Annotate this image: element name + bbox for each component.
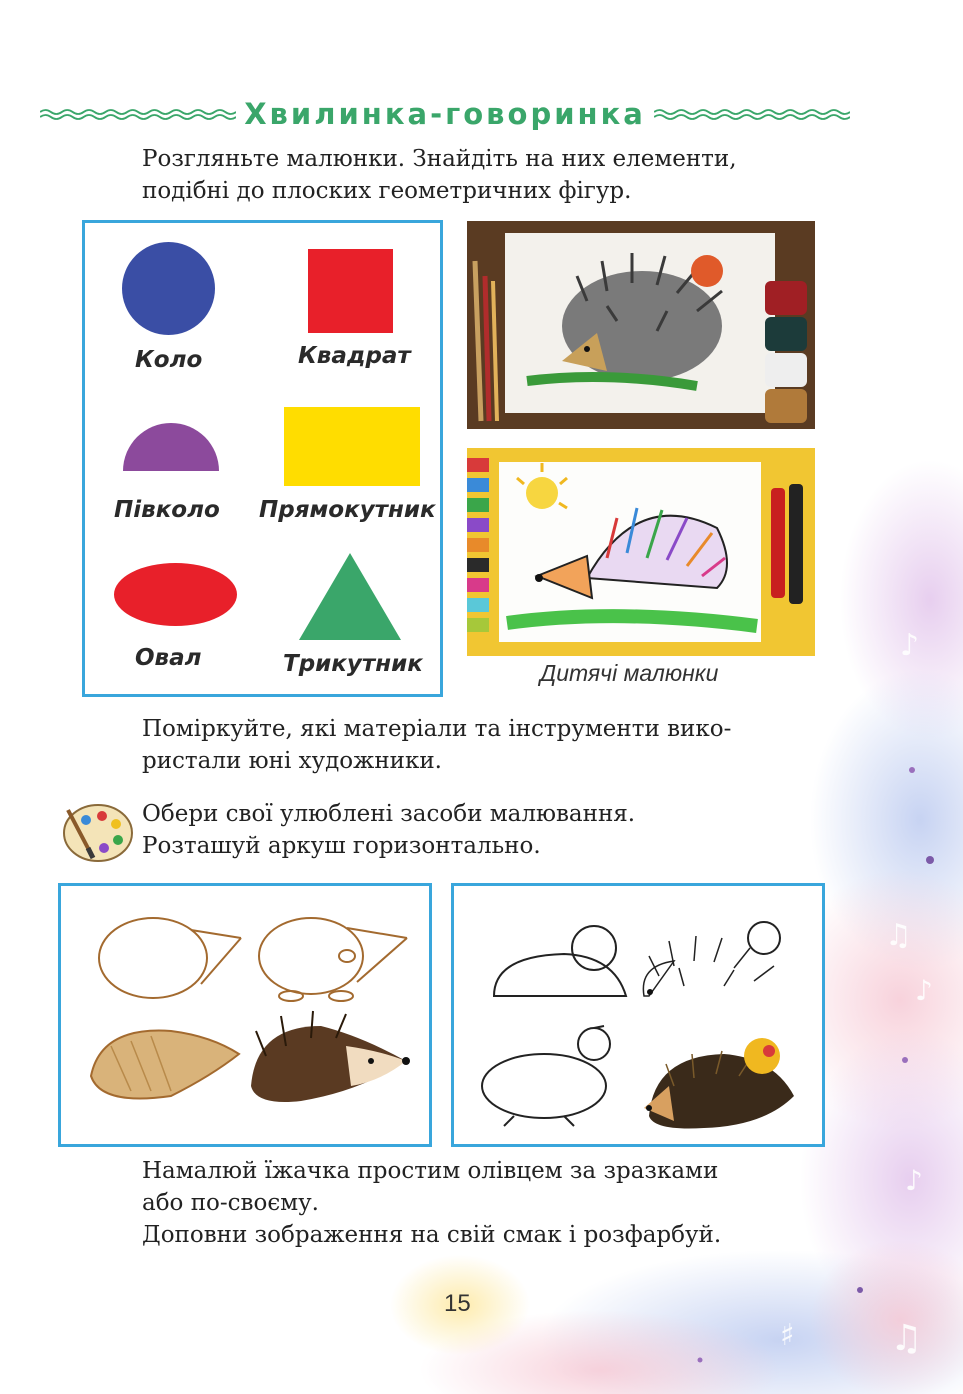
wave-divider-left <box>40 107 236 121</box>
triangle-label: Трикутник <box>283 651 423 677</box>
instructions-line-1: Намалюй їжачка простим олівцем за зразками <box>142 1158 719 1184</box>
rectangle-label: Прямокутник <box>259 497 436 523</box>
circle-shape <box>122 242 215 335</box>
instructions-line-3: Доповни зображення на свій смак і розфарбуй. <box>142 1222 722 1248</box>
square-shape <box>308 249 393 333</box>
svg-text:♪: ♪ <box>900 628 920 663</box>
semicircle-shape <box>123 423 219 471</box>
circle-label: Коло <box>135 347 203 373</box>
triangle-shape <box>299 553 401 643</box>
wave-divider-right <box>654 107 850 121</box>
hedgehog-drawing-photo <box>467 448 815 656</box>
photos-caption: Дитячі малюнки <box>540 660 719 686</box>
task-line-2: Розташуй аркуш горизонтально. <box>142 833 541 859</box>
section-title: Хвилинка-говоринка <box>244 97 646 131</box>
oval-label: Овал <box>135 645 202 671</box>
semicircle-label: Півколо <box>114 497 220 523</box>
palette-icon <box>60 802 134 864</box>
question-paragraph <box>142 713 822 777</box>
instructions-line-2: або по-своєму. <box>142 1190 319 1216</box>
oval-shape <box>114 563 237 626</box>
intro-paragraph <box>142 143 822 207</box>
intro-line-2: подібні до плоских геометричних фігур. <box>142 178 632 204</box>
section-header <box>40 94 850 134</box>
page-number: 15 <box>444 1290 471 1317</box>
rectangle-shape <box>284 407 420 486</box>
svg-text:♪: ♪ <box>915 974 933 1007</box>
question-line-1: Поміркуйте, які матеріали та інструменти вико- <box>142 716 732 742</box>
shapes-panel <box>82 220 443 697</box>
task-paragraph <box>142 798 822 862</box>
question-line-2: ристали юні художники. <box>142 748 442 774</box>
svg-text:♯: ♯ <box>780 1318 795 1353</box>
svg-text:♫: ♫ <box>885 918 912 953</box>
square-label: Квадрат <box>298 343 411 369</box>
hedgehog-painting-photo <box>467 221 815 429</box>
instructions-paragraph <box>142 1155 822 1251</box>
intro-line-1: Розгляньте малюнки. Знайдіть на них елементи, <box>142 146 737 172</box>
svg-text:♫: ♫ <box>890 1318 923 1359</box>
svg-text:♪: ♪ <box>905 1164 923 1197</box>
task-line-1: Обери свої улюблені засоби малювання. <box>142 801 636 827</box>
drawing-steps-panel-1 <box>58 883 432 1147</box>
drawing-steps-panel-2 <box>451 883 825 1147</box>
